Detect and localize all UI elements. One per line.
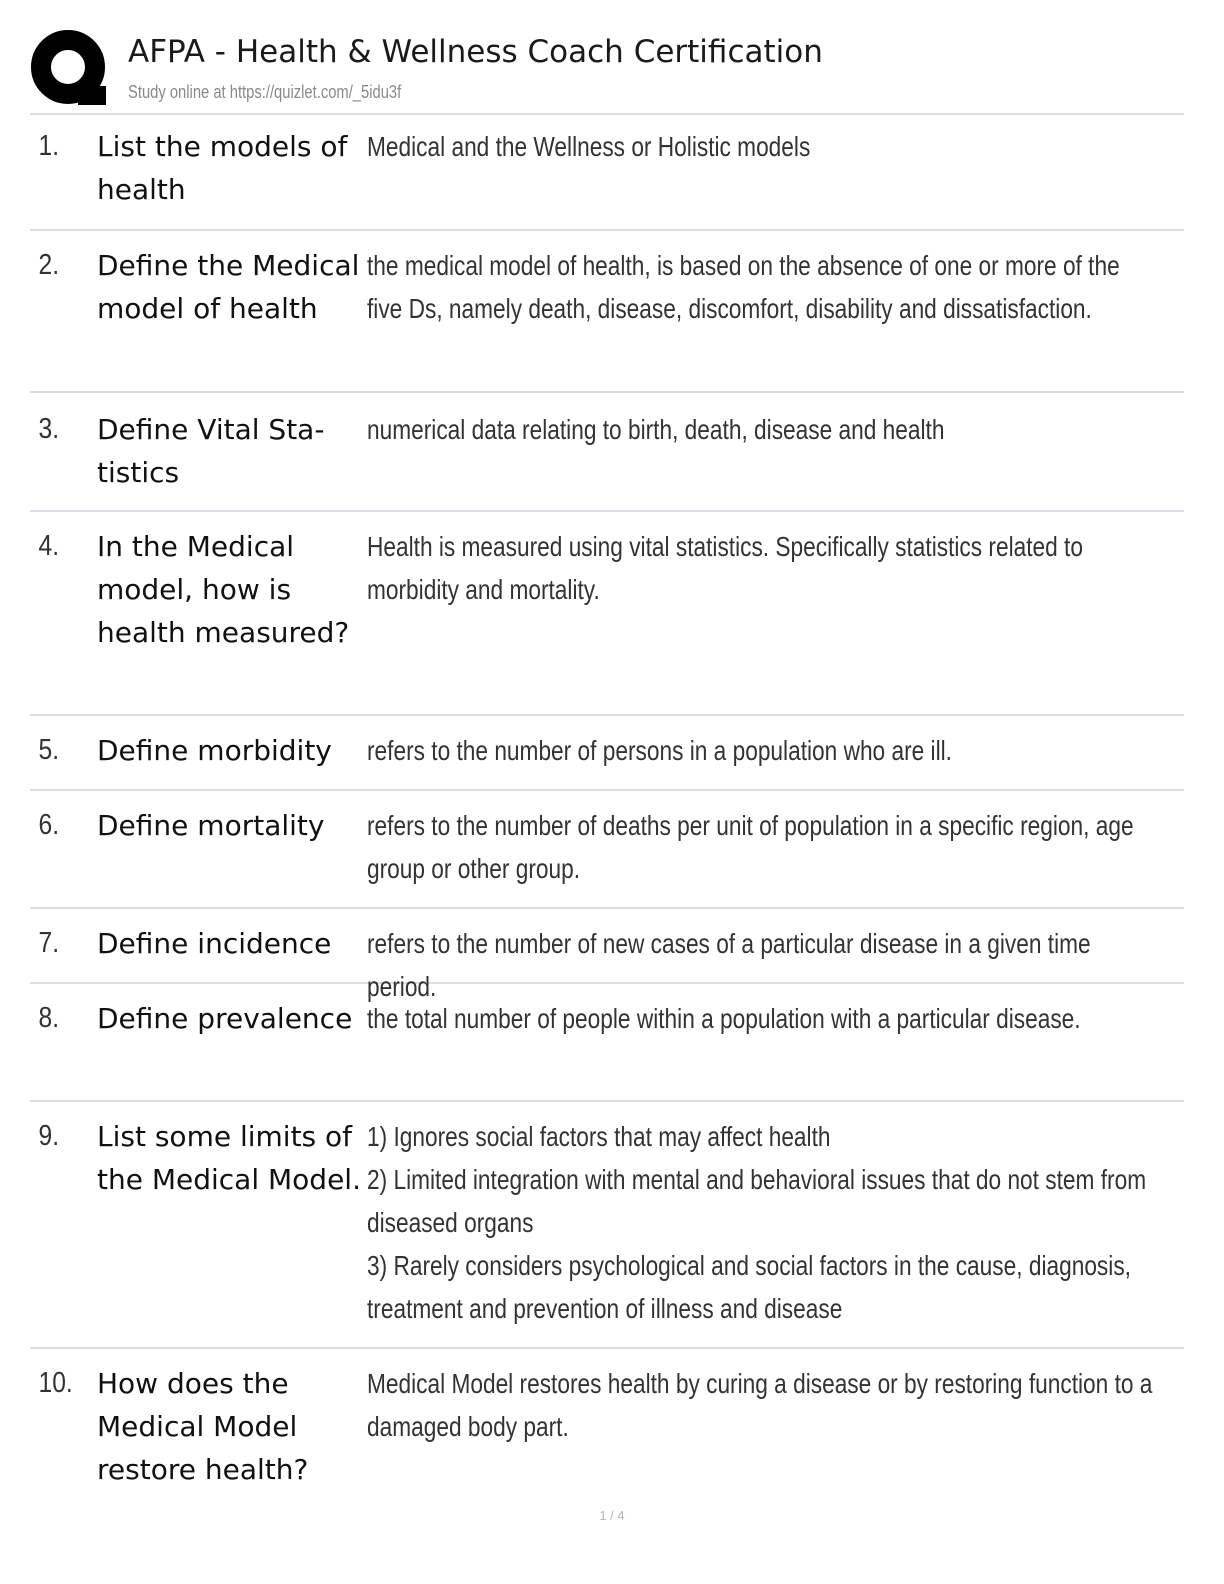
card-number: 9. <box>38 1120 60 1152</box>
definition-text: 1) Ignores social factors that may affect health 2) Limited integration with mental and behavioral issues that do not stem from diseased organs 3) Rarely considers psychological and social factors in the cause, diagnosis, treatment and prevention of illness and disease <box>367 1121 1147 1324</box>
flashcard-row <box>30 512 1184 716</box>
definition-text: refers to the number of new cases of a particular disease in a given time period. <box>367 928 1091 1002</box>
flashcard-row <box>30 984 1184 1102</box>
card-definition <box>367 729 1184 789</box>
definition-text: refers to the number of deaths per unit of population in a specific region, age group or other group. <box>367 810 1134 884</box>
flashcard-row <box>30 1349 1184 1497</box>
card-number: 8. <box>38 1002 60 1034</box>
definition-text: the medical model of health, is based on the absence of one or more of the five Ds, namely death, disease, discomfort, disability and dissatisfaction. <box>367 250 1120 324</box>
study-online-link[interactable]: Study online at https://quizlet.com/_5idu3f <box>128 82 402 102</box>
card-definition <box>367 1115 1184 1347</box>
card-definition <box>367 244 1184 391</box>
card-number: 4. <box>38 530 60 562</box>
card-term: List the models of health <box>97 130 348 206</box>
card-number: 6. <box>38 809 60 841</box>
card-term: Define the Medical model of health <box>97 249 360 325</box>
card-number: 3. <box>38 413 60 445</box>
card-number: 1. <box>38 130 60 162</box>
page-header <box>30 30 1184 114</box>
card-number: 10. <box>38 1367 73 1399</box>
flashcard-row <box>30 393 1184 512</box>
card-definition <box>367 997 1184 1100</box>
flashcard-row <box>30 231 1184 393</box>
card-definition <box>367 922 1184 1002</box>
card-term: Define morbidity <box>97 734 332 767</box>
definition-text: refers to the number of persons in a population who are ill. <box>367 735 952 766</box>
flashcard-row <box>30 716 1184 791</box>
flashcard-list <box>30 115 1184 1497</box>
card-definition <box>367 1362 1184 1497</box>
card-term: Define prevalence <box>97 1002 353 1035</box>
set-title: AFPA - Health & Wellness Coach Certification <box>128 34 823 70</box>
card-term: How does the Medical Model restore health? <box>97 1367 309 1486</box>
card-term: Define Vital Statistics <box>97 413 325 489</box>
card-definition <box>367 408 1184 510</box>
definition-text: Medical and the Wellness or Holistic models <box>367 131 811 162</box>
card-number: 5. <box>38 734 60 766</box>
flashcard-row <box>30 1102 1184 1349</box>
flashcard-row <box>30 909 1184 1002</box>
card-term: Define incidence <box>97 927 332 960</box>
card-definition <box>367 525 1184 714</box>
card-definition <box>367 804 1184 907</box>
flashcard-row <box>30 791 1184 909</box>
definition-text: numerical data relating to birth, death, disease and health <box>367 414 945 445</box>
card-term: Define mortality <box>97 809 325 842</box>
card-definition <box>367 125 1184 229</box>
definition-text: Medical Model restores health by curing a disease or by restoring function to a damaged body part. <box>367 1368 1153 1442</box>
card-number: 7. <box>38 927 60 959</box>
definition-text: Health is measured using vital statistics. Specifically statistics related to morbidity and mortality. <box>367 531 1083 605</box>
definition-text: the total number of people within a population with a particular disease. <box>367 1003 1081 1034</box>
card-term: List some limits of the Medical Model. <box>97 1120 361 1196</box>
card-term: In the Medical model, how is health measured? <box>97 530 350 649</box>
quizlet-q-logo-icon <box>30 30 110 108</box>
page-number: 1 / 4 <box>599 1508 625 1523</box>
flashcard-row <box>30 115 1184 231</box>
card-number: 2. <box>38 249 60 281</box>
